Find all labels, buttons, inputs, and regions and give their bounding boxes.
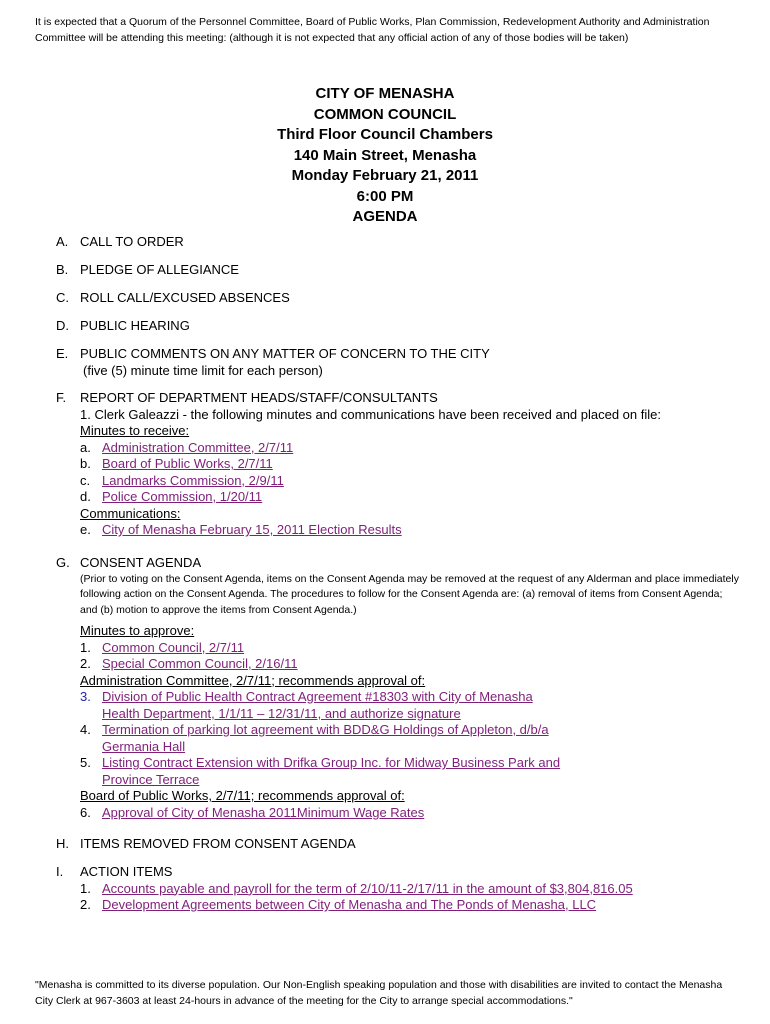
list-item: b. Board of Public Works, 2/7/11 (80, 456, 273, 471)
section-letter: E. (56, 346, 69, 361)
header-date: Monday February 21, 2011 (291, 167, 479, 184)
section-letter: C. (56, 290, 69, 305)
header-body: COMMON COUNCIL (313, 105, 457, 123)
list-item: c. Landmarks Commission, 2/9/11 (80, 472, 284, 488)
section-letter: G. (56, 555, 70, 570)
header-address: 140 Main Street, Menasha (293, 146, 477, 164)
document-link[interactable]: Accounts payable and payroll for the term of 2/10/11-2/17/11 in the amount of $3,804,816.05 (102, 880, 633, 896)
header-agenda: AGENDA (352, 208, 418, 225)
agenda-header (0, 84, 770, 228)
section-title: PLEDGE OF ALLEGIANCE (80, 262, 239, 277)
quorum-notice: It is expected that a Quorum of the Personnel Committee, Board of Public Works, Plan Commission, Redevelopment Authority and Administration Committee will be attending this meeting: (although it is not expected that any official action of any of those bodies will be taken) (35, 16, 710, 44)
document-link[interactable]: Germania Hall (102, 738, 186, 754)
section-letter: D. (56, 318, 69, 333)
document-link[interactable]: Listing Contract Extension with Drifka Group Inc. for Midway Business Park and (102, 755, 561, 770)
document-link[interactable]: Approval of City of Menasha 2011Minimum Wage Rates (102, 804, 425, 820)
section-letter: F. (56, 390, 67, 405)
minutes-heading: Minutes to receive: (80, 423, 190, 438)
section-title: PUBLIC HEARING (80, 318, 190, 333)
section-letter: B. (56, 262, 69, 277)
list-item-continued (80, 739, 746, 756)
document-link[interactable]: City of Menasha February 15, 2011 Election Results (102, 522, 402, 537)
section-title: CONSENT AGENDA (80, 555, 202, 570)
section-c (56, 290, 746, 307)
section-f (56, 390, 746, 539)
list-item: 2. Development Agreements between City of Menasha and The Ponds of Menasha, LLC (80, 897, 597, 912)
header-city: CITY OF MENASHA (315, 85, 455, 102)
section-title: REPORT OF DEPARTMENT HEADS/STAFF/CONSULTANTS (80, 390, 438, 405)
header-location: Third Floor Council Chambers (277, 126, 493, 143)
section-e (56, 346, 746, 379)
document-link[interactable]: Health Department, 1/1/11 – 12/31/11, and authorize signature (102, 705, 461, 721)
section-title: ACTION ITEMS (80, 864, 173, 879)
list-item-continued (80, 772, 746, 789)
header-time: 6:00 PM (356, 187, 414, 205)
section-note: (five (5) minute time limit for each person) (83, 362, 323, 378)
document-link[interactable]: Police Commission, 1/20/11 (102, 489, 263, 504)
section-letter: H. (56, 836, 69, 851)
consent-note: (Prior to voting on the Consent Agenda, items on the Consent Agenda may be removed at the request of any Alderman and place immediately following action on the Consent Agenda. The procedures to follow for the Consent Agenda are: (a) removal of items from Consent Agenda; and (b) motion to approve the items from Consent Agenda.) (80, 572, 739, 616)
list-item: a. Administration Committee, 2/7/11 (80, 439, 294, 455)
minutes-heading: Minutes to approve: (80, 623, 195, 638)
section-h (56, 836, 746, 853)
section-title: PUBLIC COMMENTS ON ANY MATTER OF CONCERN TO THE CITY (80, 346, 490, 361)
list-item: 1. Accounts payable and payroll for the term of 2/10/11-2/17/11 in the amount of $3,804,816.05 (80, 880, 633, 896)
list-item: e. City of Menasha February 15, 2011 Election Results (80, 522, 402, 537)
list-item: 3. Division of Public Health Contract Agreement #18303 with City of Menasha (80, 689, 533, 704)
document-link[interactable]: Board of Public Works, 2/7/11 (102, 456, 273, 471)
section-title: CALL TO ORDER (80, 234, 184, 249)
list-item: d. Police Commission, 1/20/11 (80, 489, 263, 504)
document-link[interactable]: Development Agreements between City of Menasha and The Ponds of Menasha, LLC (102, 897, 597, 912)
document-link[interactable]: Termination of parking lot agreement with BDD&G Holdings of Appleton, d/b/a (102, 722, 549, 737)
document-link[interactable]: Administration Committee, 2/7/11 (102, 439, 294, 455)
accessibility-statement: "Menasha is committed to its diverse population. Our Non-English speaking population and those with disabilities are invited to contact the Menasha City Clerk at 967-3603 at least 24-hours in advance of the meeting for the City to arrange special accommodations." (35, 979, 723, 1007)
section-d (56, 318, 746, 335)
document-link[interactable]: Division of Public Health Contract Agreement #18303 with City of Menasha (102, 689, 533, 704)
section-b (56, 262, 746, 279)
list-item: 4. Termination of parking lot agreement with BDD&G Holdings of Appleton, d/b/a (80, 722, 549, 737)
section-letter: A. (56, 234, 69, 249)
document-link[interactable]: Special Common Council, 2/16/11 (102, 656, 298, 671)
document-link[interactable]: Landmarks Commission, 2/9/11 (102, 472, 284, 488)
section-g (56, 555, 746, 618)
list-item: 1. Common Council, 2/7/11 (80, 639, 245, 655)
clerk-intro: 1. Clerk Galeazzi - the following minutes and communications have been received and placed on file: (80, 406, 661, 422)
section-title: ITEMS REMOVED FROM CONSENT AGENDA (80, 836, 356, 851)
section-a (56, 234, 746, 251)
document-link[interactable]: Common Council, 2/7/11 (102, 639, 245, 655)
list-item-continued (80, 706, 746, 723)
admin-committee-heading: Administration Committee, 2/7/11; recommends approval of: (80, 672, 426, 688)
list-item: 2. Special Common Council, 2/16/11 (80, 656, 298, 671)
list-item: 6. Approval of City of Menasha 2011Minimum Wage Rates (80, 804, 425, 820)
section-i (56, 864, 746, 914)
consent-items (56, 623, 746, 821)
communications-heading: Communications: (80, 505, 181, 521)
bpw-heading: Board of Public Works, 2/7/11; recommends approval of: (80, 788, 405, 803)
document-link[interactable]: Province Terrace (102, 771, 200, 787)
section-letter: I. (56, 864, 64, 879)
section-title: ROLL CALL/EXCUSED ABSENCES (80, 290, 290, 305)
list-item: 5. Listing Contract Extension with Drifka Group Inc. for Midway Business Park and (80, 755, 561, 770)
